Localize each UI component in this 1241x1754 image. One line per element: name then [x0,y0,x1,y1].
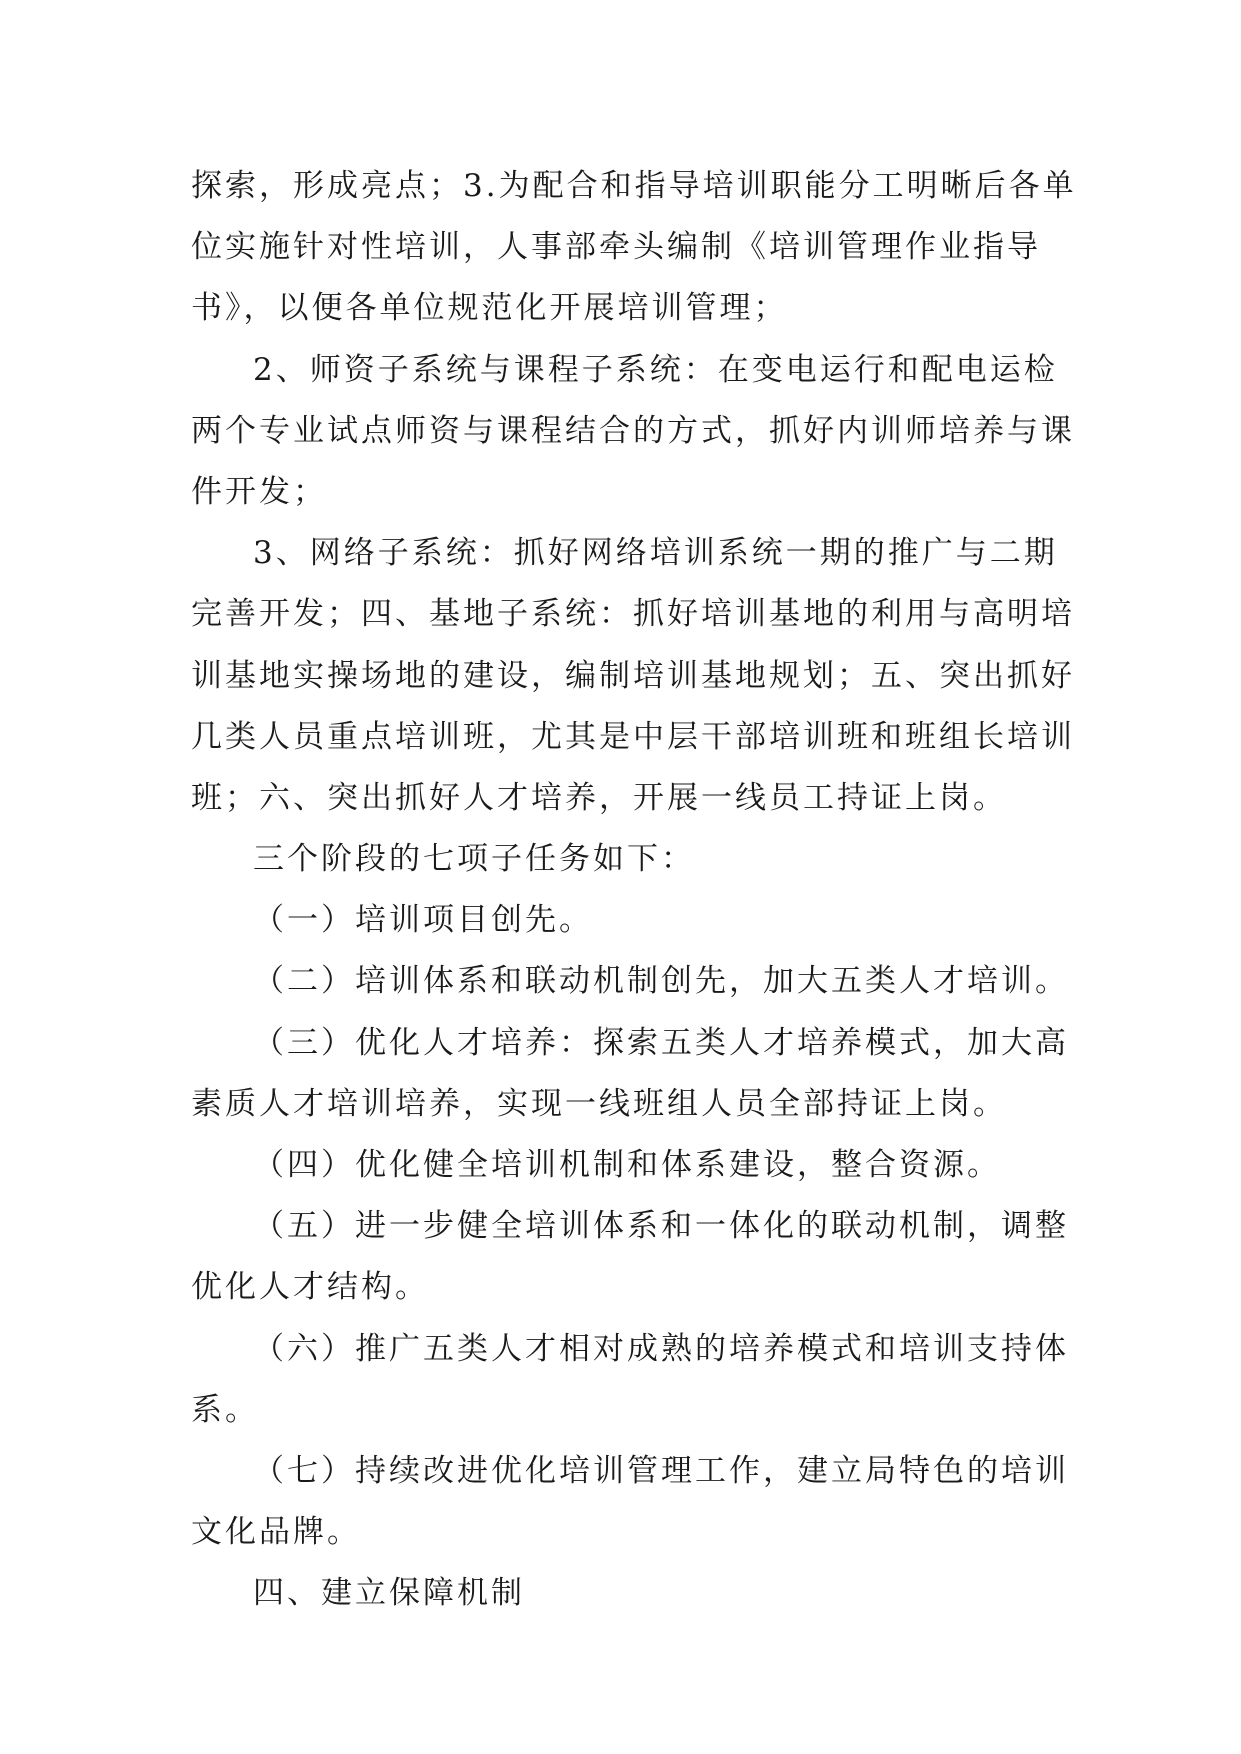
text-line: 探索，形成亮点；3.为配合和指导培训职能分工明晰后各单 [191,168,1077,204]
text-line: 2、师资子系统与课程子系统：在变电运行和配电运检 [253,351,1058,388]
text-line: 训基地实操场地的建设，编制培训基地规划；五、突出抓好 [191,657,1075,694]
text-line: 位实施针对性培训，人事部牵头编制《培训管理作业指导 [191,229,1041,266]
text-line: 文化品牌。 [191,1514,361,1551]
text-line: 几类人员重点培训班，尤其是中层干部培训班和班组长培训 [191,718,1075,755]
document-body [191,156,1077,1625]
text-line: 三个阶段的七项子任务如下： [253,841,695,878]
text-line: 素质人才培训培养，实现一线班组人员全部持证上岗。 [191,1085,1007,1122]
text-line: 件开发； [191,473,327,510]
text-line: （六）推广五类人才相对成熟的培养模式和培训支持体 [253,1330,1069,1367]
text-line: （二）培训体系和联动机制创先，加大五类人才培训。 [253,963,1069,1000]
section-heading: 四、建立保障机制 [253,1575,525,1612]
text-line: （五）进一步健全培训体系和一体化的联动机制，调整 [253,1208,1069,1245]
text-line: 完善开发；四、基地子系统：抓好培训基地的利用与高明培 [191,596,1075,633]
text-line: （七）持续改进优化培训管理工作，建立局特色的培训 [253,1452,1069,1489]
text-line: 3、网络子系统：抓好网络培训系统一期的推广与二期 [253,535,1058,572]
text-line: 系。 [191,1391,259,1428]
text-line: 书》，以便各单位规范化开展培训管理； [191,290,788,327]
text-line: （四）优化健全培训机制和体系建设，整合资源。 [253,1147,1001,1183]
text-line: 班；六、突出抓好人才培养，开展一线员工持证上岗。 [191,779,1007,816]
text-line: （一）培训项目创先。 [253,902,593,939]
text-line: （三）优化人才培养：探索五类人才培养模式，加大高 [253,1024,1069,1061]
text-line: 优化人才结构。 [191,1269,429,1306]
text-line: 两个专业试点师资与课程结合的方式，抓好内训师培养与课 [191,412,1075,449]
